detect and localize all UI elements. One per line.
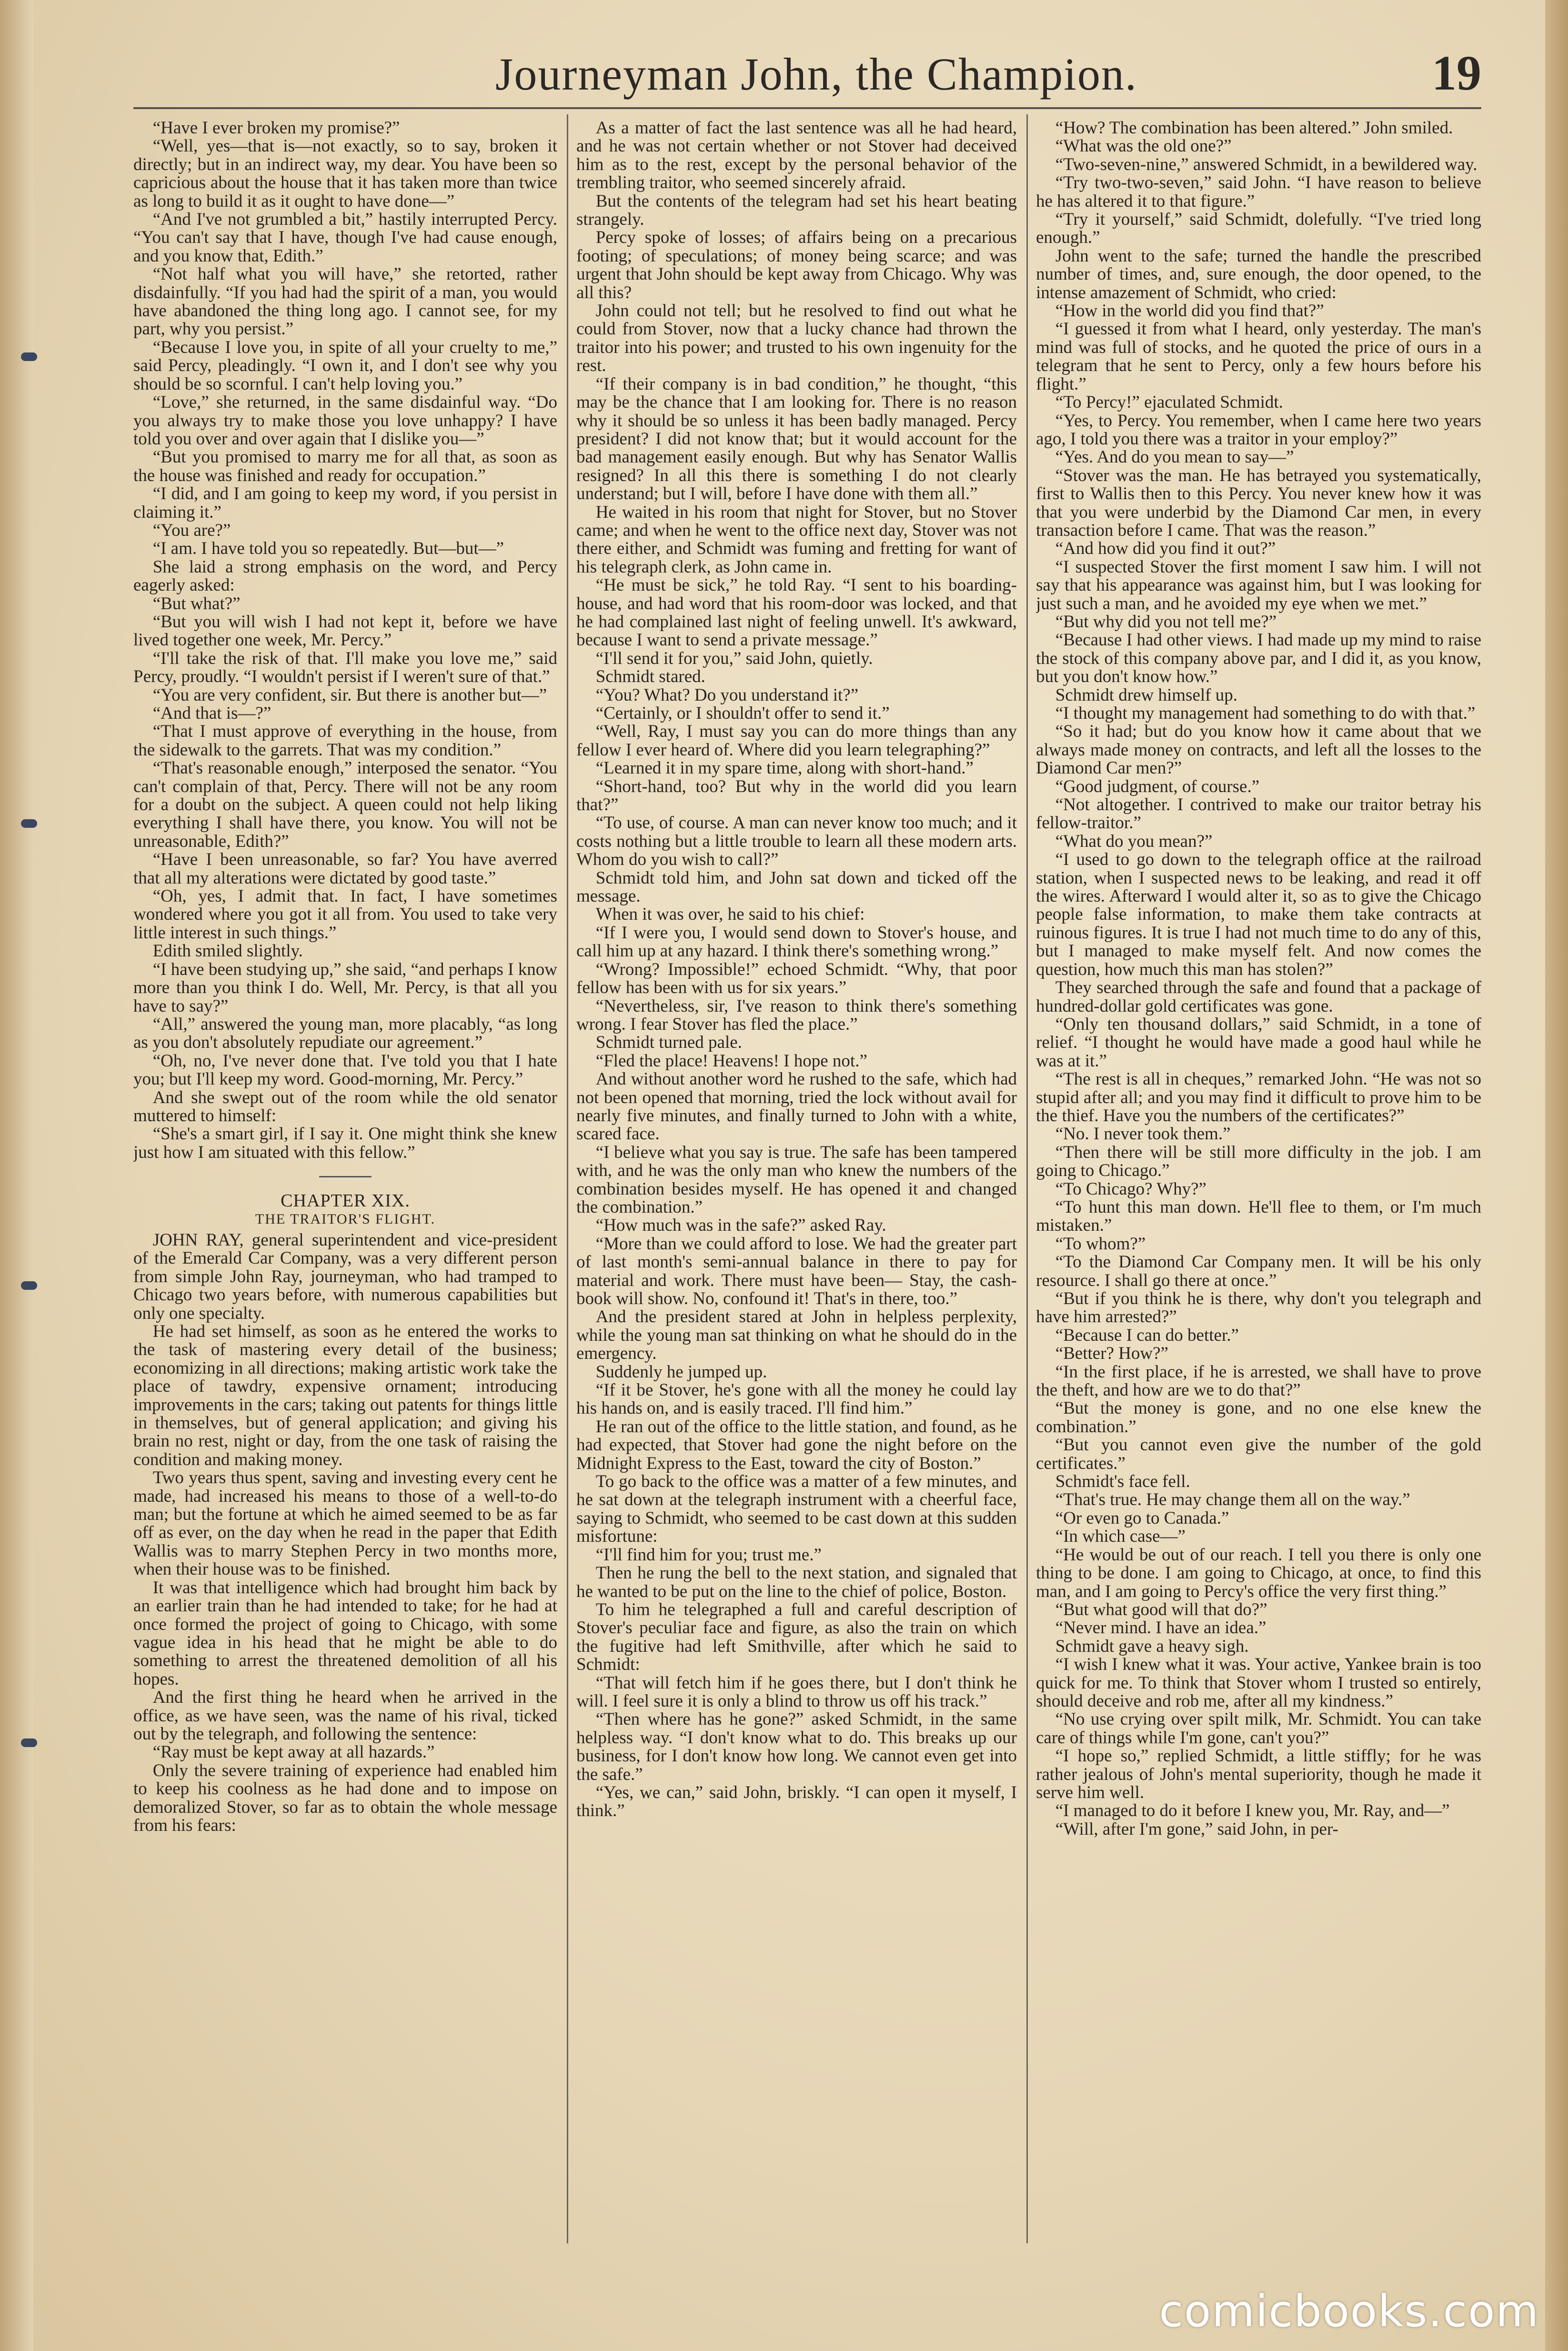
paragraph: “I have been studying up,” she said, “and perhaps I know more than you think I do. Well, Mr. Percy, is that all you have to say?” [133,959,557,1016]
paragraph: “But if you think he is there, why don't you telegraph and have him arrested?” [1036,1289,1481,1327]
page-number: 19 [1432,46,1481,100]
paragraph: JOHN RAY, general superintendent and vice-president of the Emerald Car Company, was a very different person from simple John Ray, journeyman, who had tramped to Chicago two years before, with numerous capabilities but only one specialty. [133,1230,557,1323]
paragraph: “I believe what you say is true. The safe has been tampered with, and he was the only man who knew the numbers of the combination besides myself. He has opened it and changed the combination.” [576,1142,1017,1217]
paragraph: And without another word he rushed to the safe, which had not been opened that morning, tried the lock without avail for nearly five minutes, and finally turned to John with a white, scared face. [576,1069,1017,1144]
paragraph: “That will fetch him if he goes there, but I don't think he will. I feel sure it is only a blind to throw us off his track.” [576,1673,1017,1711]
paragraph: “All,” answered the young man, more placably, “as long as you don't absolutely repudiate our agreement.” [133,1014,557,1053]
paragraph: “Because I love you, in spite of all your cruelty to me,” said Percy, pleadingly. “I own it, and I don't see why you should be so scornful. I can't help loving you.” [133,337,557,394]
paragraph: “The rest is all in cheques,” remarked John. “He was not so stupid after all; and you may find it difficult to prove him to be the thief. Have you the numbers of the certificates?” [1036,1069,1481,1125]
text-column-3 [1036,119,1481,2248]
paragraph: “To Chicago? Why?” [1055,1179,1206,1199]
paragraph: “To the Diamond Car Company men. It will be his only resource. I shall go there at once.” [1036,1252,1481,1290]
paragraph: “You? What? Do you understand it?” [595,685,859,705]
paragraph: Then he rung the bell to the next station, and signaled that he wanted to be put on the line to the chief of police, Boston. [576,1563,1017,1601]
paragraph: Schmidt turned pale. [595,1033,742,1053]
paragraph: “Love,” she returned, in the same disdainful way. “Do you always try to make those you love unhappy? I have told you over and over again that I dislike you—” [133,392,557,449]
paragraph: “She's a smart girl, if I say it. One might think she knew just how I am situated with this fellow.” [133,1124,557,1162]
paragraph: “That's true. He may change them all on the way.” [1055,1490,1410,1510]
paragraph: “Oh, no, I've never done that. I've told you that I hate you; but I'll keep my word. Good-morning, Mr. Percy.” [133,1051,557,1089]
staple-hole [21,1281,37,1290]
page-header [133,29,1515,129]
paragraph: “Oh, yes, I admit that. In fact, I have sometimes wondered where you got it all from. You used to take very little interest in such things.” [133,886,557,943]
paragraph: “I managed to do it before I knew you, Mr. Ray, and—” [1055,1801,1450,1821]
paragraph: Only the severe training of experience had enabled him to keep his coolness as he had done and to impose on demoralized Stover, so far as to obtain the whole message from his fears: [133,1760,557,1835]
paragraph: “But what?” [152,593,241,613]
paragraph: “I thought my management had something to do with that.” [1055,703,1476,723]
paragraph: “I wish I knew what it was. Your active, Yankee brain is too quick for me. To think that Stover whom I trusted so entirely, should deceive and rob me, after all my kindness.” [1036,1655,1481,1711]
paragraph: “I suspected Stover the first moment I saw him. I will not say that his appearance was against him, but I was looking for just such a man, and he avoided my eye when we met.” [1036,557,1481,613]
paragraph: She laid a strong emphasis on the word, and Percy eagerly asked: [133,557,557,595]
paragraph: “To use, of course. A man can never know too much; and it costs nothing but a little trouble to learn all these modern arts. Whom do you wish to call?” [576,813,1017,870]
page-edge [1545,0,1568,2351]
paragraph: “Have I ever broken my promise?” [152,119,400,138]
paragraph: “Well, Ray, I must say you can do more things than any fellow I ever heard of. Where did you learn telegraphing?” [576,722,1017,760]
paragraph: “Not altogether. I contrived to make our traitor betray his fellow-traitor.” [1036,795,1481,833]
paragraph: Percy spoke of losses; of affairs being on a precarious footing; of speculations; of money being scarce; and was urgent that John should be kept away from Chicago. Why was all this? [576,228,1017,302]
paragraph: “Or even go to Canada.” [1055,1508,1229,1528]
paragraph: “So it had; but do you know how it came about that we always made money on contracts, and left all the losses to the Diamond Car men?” [1036,722,1481,778]
paragraph: “Yes. And do you mean to say—” [1055,447,1294,467]
paragraph: “He would be out of our reach. I tell you there is only one thing to be done. I am going to Chicago, at once, to find this man, and I am going to Percy's office the very first thing.” [1036,1545,1481,1601]
paragraph: And the president stared at John in helpless perplexity, while the young man sat thinking on what he should do in the emergency. [576,1307,1017,1364]
paragraph: Schmidt drew himself up. [1055,685,1237,705]
text-column-1 [133,119,557,2248]
paragraph: “You are very confident, sir. But there is another but—” [152,685,547,705]
paragraph: “What do you mean?” [1055,831,1213,851]
paragraph: “I hope so,” replied Schmidt, a little stiffly; for he was rather jealous of John's mental superiority, though he made it serve him well. [1036,1746,1481,1802]
paragraph: “To hunt this man down. He'll flee to them, or I'm much mistaken.” [1036,1197,1481,1236]
paragraph: “Well, yes—that is—not exactly, so to say, broken it directly; but in an indirect way, my dear. You have been so capricious about the house that it has taken more than twice as long to build it as it ought to have done—” [133,136,557,211]
paragraph: John went to the safe; turned the handle the prescribed number of times, and, sure enough, the door opened, to the intense amazement of Schmidt, who cried: [1036,246,1481,302]
paragraph: “Learned it in my spare time, along with short-hand.” [595,758,974,778]
paragraph: “If it be Stover, he's gone with all the money he could lay his hands on, and is easily traced. I'll find him.” [576,1380,1017,1418]
paragraph: “I'll take the risk of that. I'll make you love me,” said Percy, proudly. “I wouldn't persist if I weren't sure of that.” [133,648,557,687]
paragraph: Schmidt gave a heavy sigh. [1055,1636,1249,1656]
column-divider [1026,114,1028,2243]
paragraph: They searched through the safe and found that a package of hundred-dollar gold certificates was gone. [1036,978,1481,1016]
paragraph: “Then where has he gone?” asked Schmidt, in the same helpless way. “I don't know what to do. This breaks up our business, for I don't know how long. We cannot even get into the safe.” [576,1709,1017,1784]
paragraph: “And I've not grumbled a bit,” hastily interrupted Percy. “You can't say that I have, though I've had cause enough, and you know that, Edith.” [133,210,557,266]
chapter-subtitle: THE TRAITOR'S FLIGHT. [255,1211,436,1227]
paragraph: “How? The combination has been altered.” John smiled. [1055,119,1453,138]
paragraph: “Try it yourself,” said Schmidt, dolefully. “I've tried long enough.” [1036,210,1481,248]
staple-hole [21,1738,37,1747]
paragraph: “No. I never took them.” [1055,1124,1231,1144]
paragraph: “I did, and I am going to keep my word, if you persist in claiming it.” [133,484,557,522]
paragraph: Schmidt's face fell. [1055,1472,1190,1492]
paragraph: “How in the world did you find that?” [1055,301,1324,321]
paragraph: “Fled the place! Heavens! I hope not.” [595,1051,867,1071]
paragraph: When it was over, he said to his chief: [595,904,865,924]
paragraph: “Never mind. I have an idea.” [1055,1618,1266,1638]
paragraph: “More than we could afford to lose. We had the greater part of last month's semi-annual balance in there to pay for material and work. There must have been— Stay, the cash-book will show. No, confound it! That's in there, too.” [576,1234,1017,1308]
paragraph: “In which case—” [1055,1527,1186,1547]
paragraph: “In the first place, if he is arrested, we shall have to prove the theft, and how are we to do that?” [1036,1362,1481,1400]
paragraph: “Try two-two-seven,” said John. “I have reason to believe he has altered it to that figure.” [1036,173,1481,211]
paragraph: “Not half what you will have,” she retorted, rather disdainfully. “If you had had the spirit of a man, you would have abandoned the thing long ago. I cannot see, for my part, why you persist.” [133,264,557,339]
text-column-2 [576,119,1017,2248]
paragraph: “How much was in the safe?” asked Ray. [595,1216,886,1236]
paragraph: “But you will wish I had not kept it, before we have lived together one week, Mr. Percy.” [133,612,557,650]
paragraph: Two years thus spent, saving and investing every cent he made, had increased his means to those of a well-to-do man; but the fortune at which he aimed seemed to be as far off as ever, on the day when he read in the paper that Edith Wallis was to marry Stephen Percy in two months more, when their house was to be finished. [133,1468,557,1579]
paragraph: “And how did you find it out?” [1055,539,1276,559]
paragraph: “Stover was the man. He has betrayed you systematically, first to Wallis then to this Percy. You never knew how it was that you were underbid by the Diamond Car men, in every transaction before I came. That was the reason.” [1036,465,1481,540]
paragraph: “Then there will be still more difficulty in the job. I am going to Chicago.” [1036,1142,1481,1181]
paragraph: “Two-seven-nine,” answered Schmidt, in a bewildered way. [1055,154,1478,174]
header-rule [133,107,1481,109]
paragraph: “That's reasonable enough,” interposed the senator. “You can't complain of that, Percy. There will not be any room for a doubt on the subject. A queen could not help liking everything I shall have there, you know. You will not be unreasonable, Edith?” [133,758,557,851]
chapter-heading: CHAPTER XIX. [281,1191,410,1211]
paragraph: He had set himself, as soon as he entered the works to the task of mastering every detail of the business; economizing in all directions; making artistic work take the place of tawdry, expensive ornament; introducing improvements in the cars; taking out patents for things little in themselves, but of general application; and giving his brain no rest, night or day, from the one task of raising the condition and making money. [133,1322,557,1469]
paragraph: “To whom?” [1055,1234,1146,1254]
paragraph: “But why did you not tell me?” [1055,612,1277,632]
chapter-rule [319,1176,372,1177]
paragraph: “I'll send it for you,” said John, quietly. [595,648,873,668]
paragraph: “If their company is in bad condition,” he thought, “this may be the chance that I am looking for. There is no reason why it should be so unless it has been badly managed. Percy president? I did not know that; but it would account for the bad management easily enough. But why has Senator Wallis resigned? In all this there is something I do not clearly understand; but I will, before I have done with them all.” [576,374,1017,504]
paragraph: “Because I had other views. I had made up my mind to raise the stock of this company above par, and I did it, as you know, but you don't know how.” [1036,630,1481,687]
watermark-logo: comicbooks.com [1159,2286,1539,2337]
paragraph: “And that is—?” [152,703,271,723]
column-divider [567,114,568,2243]
running-title: Journeyman John, the Champion. [495,49,1137,100]
paragraph: “If I were you, I would send down to Stover's house, and call him up at any hazard. I think there's something wrong.” [576,923,1017,961]
paragraph: He waited in his room that night for Stover, but no Stover came; and when he went to the office next day, Stover was not there either, and Schmidt was fuming and fretting for want of his telegraph clerk, as John came in. [576,502,1017,577]
paragraph: “But what good will that do?” [1055,1599,1267,1619]
paragraph: “He must be sick,” he told Ray. “I sent to his boarding-house, and had word that his room-door was locked, and that he had complained last night of feeling unwell. It's awkward, because I want to send a private message.” [576,575,1017,650]
staple-hole [21,819,37,828]
paragraph: “Ray must be kept away at all hazards.” [152,1742,435,1762]
paragraph: “No use crying over spilt milk, Mr. Schmidt. You can take care of things while I'm gone, can't you?” [1036,1709,1481,1748]
paragraph: “Yes, we can,” said John, briskly. “I can open it myself, I think.” [576,1782,1017,1821]
paragraph: “That I must approve of everything in the house, from the sidewalk to the garrets. That was my condition.” [133,722,557,760]
paragraph: To him he telegraphed a full and careful description of Stover's peculiar face and figure, as also the train on which the fugitive had left Smithville, after which he said to Schmidt: [576,1599,1017,1675]
paragraph: To go back to the office was a matter of a few minutes, and he sat down at the telegraph instrument with a cheerful face, saying to Schmidt, who seemed to be cast down at this sudden misfortune: [576,1472,1017,1547]
paragraph: John could not tell; but he resolved to find out what he could from Stover, now that a lucky chance had thrown the traitor into his power; and trusted to his own ingenuity for the rest. [576,301,1017,376]
paragraph: “I used to go down to the telegraph office at the railroad station, when I suspected news to be leaking, and read it off the wires. Afterward I would alter it, so as to give the Chicago people false information, to make them take contracts at ruinous figures. It is true I had not much time to do any of this, but I managed to make myself felt. And now comes the question, how much this man has stolen?” [1036,850,1481,979]
paragraph: As a matter of fact the last sentence was all he had heard, and he was not certain whether or not Stover had deceived him as to the rest, except by the personal behavior of the trembling traitor, who seemed sincerely afraid. [576,119,1017,193]
paragraph: But the contents of the telegram had set his heart beating strangely. [576,191,1017,230]
paragraph: “Short-hand, too? But why in the world did you learn that?” [576,776,1017,815]
paragraph: Edith smiled slightly. [152,941,303,961]
paragraph: “But the money is gone, and no one else knew the combination.” [1036,1398,1481,1437]
paragraph: And she swept out of the room while the old senator muttered to himself: [133,1087,557,1125]
paragraph: And the first thing he heard when he arrived in the office, as we have seen, was the name of his rival, ticked out by the telegraph, and following the sentence: [133,1688,557,1744]
paragraph: Schmidt told him, and John sat down and ticked off the message. [576,868,1017,906]
paragraph: He ran out of the office to the little station, and found, as he had expected, that Stover had gone the night before on the Midnight Express to the East, toward the city of Boston.” [576,1417,1017,1473]
paragraph: “Certainly, or I shouldn't offer to send it.” [595,703,890,723]
paragraph: “I guessed it from what I heard, only yesterday. The man's mind was full of stocks, and he quoted the price of ours in a telegram that he sent to Percy, only a few hours before his flight.” [1036,319,1481,394]
paragraph: “Yes, to Percy. You remember, when I came here two years ago, I told you there was a traitor in your employ?” [1036,411,1481,449]
paragraph: “What was the old one?” [1055,136,1232,156]
paragraph: “I'll find him for you; trust me.” [595,1545,822,1565]
paragraph: “Wrong? Impossible!” echoed Schmidt. “Why, that poor fellow has been with us for six years.” [576,959,1017,998]
paragraph: “Better? How?” [1055,1344,1168,1364]
paragraph: “Have I been unreasonable, so far? You have averred that all my alterations were dictated by good taste.” [133,850,557,888]
paragraph: It was that intelligence which had brought him back by an earlier train than he had intended to take; for he had at once formed the project of going to Chicago, with some vague idea in his head that he might be able to do something to arrest the threatened demolition of all his hopes. [133,1577,557,1689]
paragraph: “Only ten thousand dollars,” said Schmidt, in a tone of relief. “I thought he would have made a good haul while he was at it.” [1036,1014,1481,1071]
paragraph: Schmidt stared. [595,667,705,687]
paragraph: “But you promised to marry me for all that, as soon as the house was finished and ready for occupation.” [133,447,557,485]
paragraph: “I am. I have told you so repeatedly. But—but—” [152,539,504,559]
paragraph: “To Percy!” ejaculated Schmidt. [1055,392,1283,412]
staple-hole [21,352,37,361]
paragraph: “But you cannot even give the number of the gold certificates.” [1036,1435,1481,1473]
paragraph: “Because I can do better.” [1055,1325,1239,1345]
paragraph: Suddenly he jumped up. [595,1362,767,1382]
paragraph: “Nevertheless, sir, I've reason to think there's something wrong. I fear Stover has fled the place.” [576,996,1017,1034]
paragraph: “Will, after I'm gone,” said John, in per- [1055,1819,1338,1839]
paragraph: “You are?” [152,520,231,540]
paragraph: “Good judgment, of course.” [1055,776,1260,796]
